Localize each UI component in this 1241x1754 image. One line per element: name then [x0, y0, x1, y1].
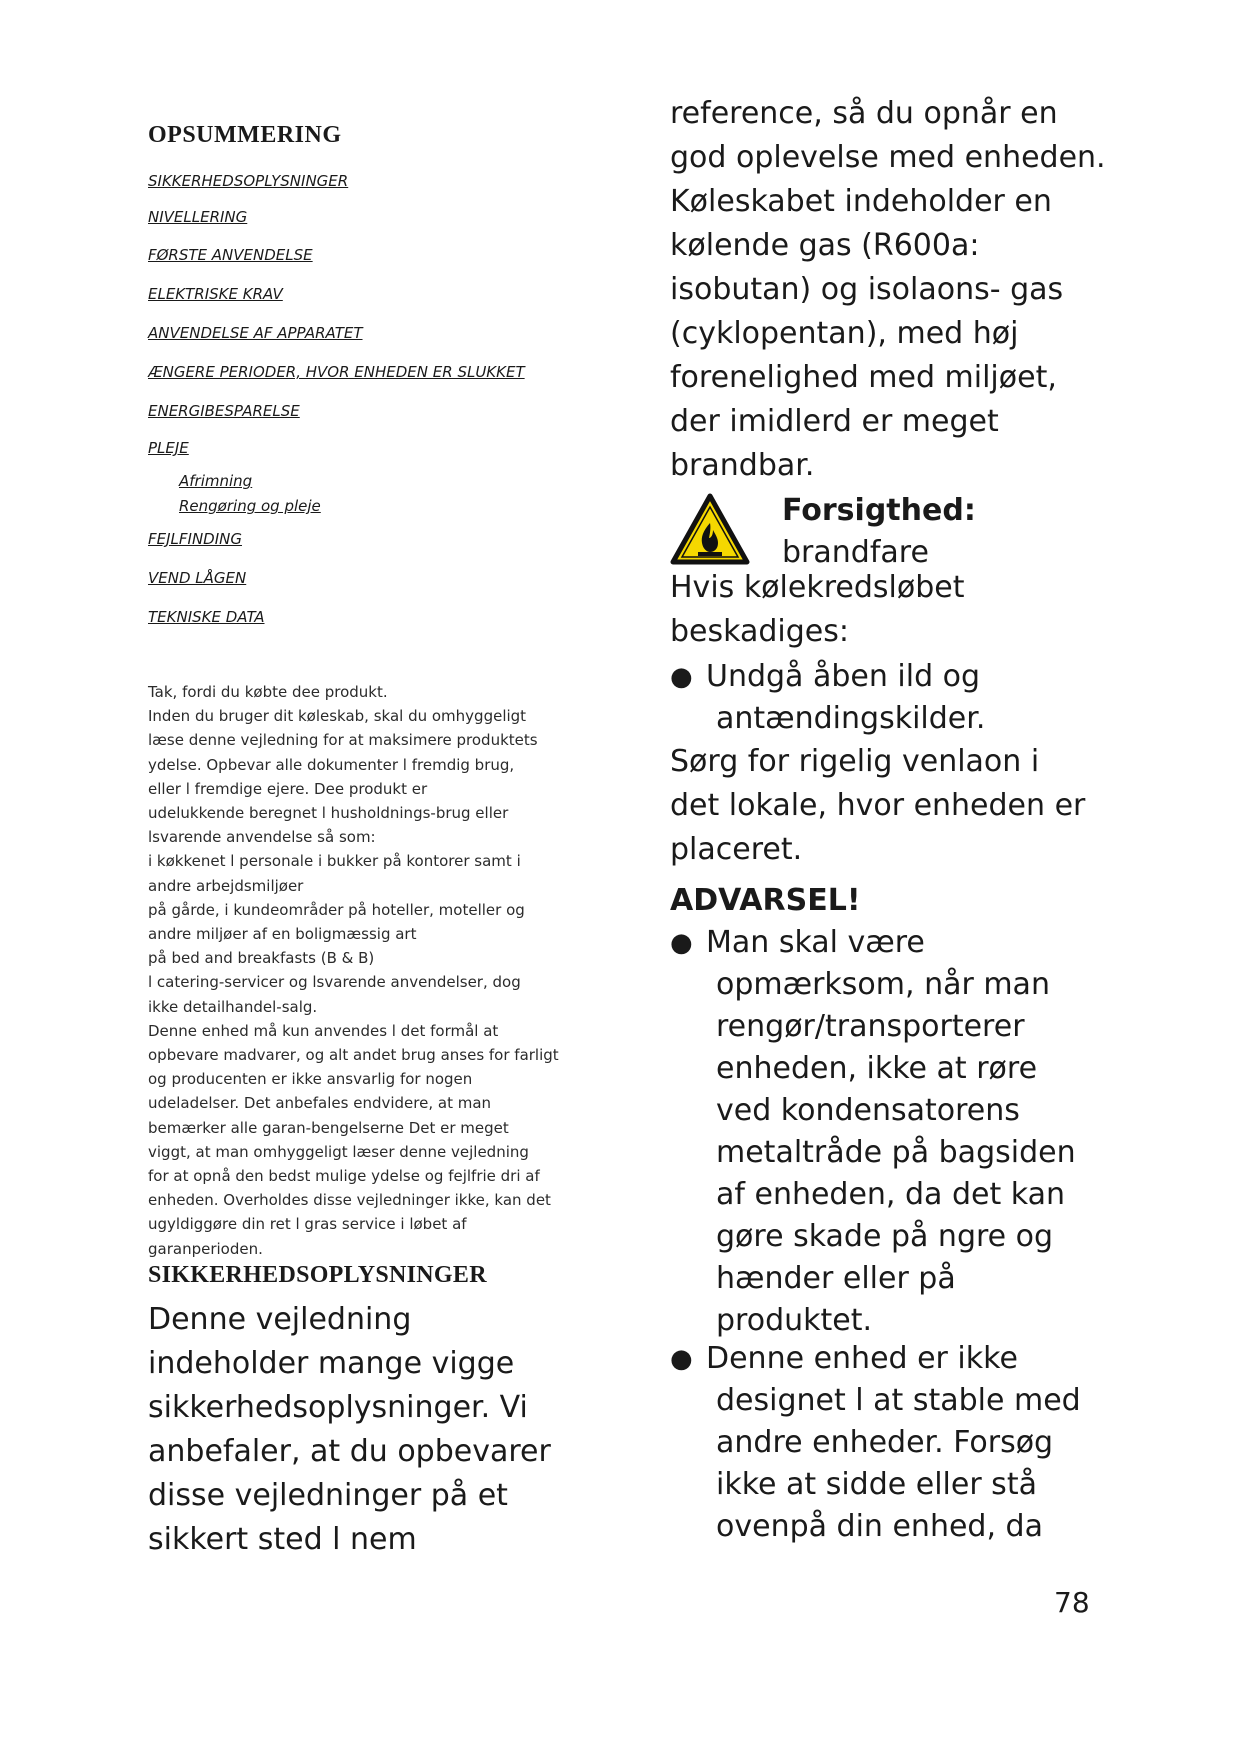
summary-title: OPSUMMERING	[148, 122, 342, 148]
bullet-line: produktet.	[716, 1303, 873, 1338]
bullet-line: rengør/transporterer	[716, 1009, 1025, 1044]
toc-link-anvendelse-af-apparatet[interactable]: ANVENDELSE AF APPARATET	[148, 324, 363, 342]
flammable-warning-icon	[670, 493, 750, 565]
bullet-line: andre enheder. Forsøg	[716, 1425, 1054, 1460]
safety-paragraph	[148, 1298, 608, 1562]
bullet-dot: ●	[670, 1344, 693, 1374]
paragraph-line: Hvis kølekredsløbet	[670, 570, 965, 605]
bullet-line: designet l at stable med	[716, 1383, 1081, 1418]
intro-line: ugyldiggøre din ret l gras service i løbet af	[148, 1215, 467, 1234]
safety-line: disse vejledninger på et	[148, 1478, 508, 1513]
toc-link-pleje[interactable]: PLEJE	[148, 439, 189, 457]
intro-line: l catering-servicer og lsvarende anvendelser, dog	[148, 973, 521, 992]
bullet-line: gøre skade på ngre og	[716, 1219, 1054, 1254]
warning-subheading: brandfare	[782, 535, 929, 570]
paragraph-line: placeret.	[670, 832, 803, 867]
intro-line: ikke detailhandel-salg.	[148, 997, 318, 1016]
toc-link-sikkerhedsoplysninger[interactable]: SIKKERHEDSOPLYSNINGER	[148, 172, 349, 190]
warning-heading: Forsigthed:	[782, 493, 976, 528]
intro-line: ydelse. Opbevar alle dokumenter l fremdig brug,	[148, 755, 515, 774]
toc-link-elektriske-krav[interactable]: ELEKTRISKE KRAV	[148, 285, 283, 303]
paragraph-line: reference, så du opnår en	[670, 96, 1058, 131]
paragraph-line: forenelighed med miljøet,	[670, 360, 1057, 395]
bullet-dot: ●	[670, 662, 693, 692]
intro-line: udeladelser. Det anbefales endvidere, at man	[148, 1094, 492, 1113]
intro-line: på gårde, i kundeområder på hoteller, moteller og	[148, 900, 525, 919]
intro-line: læse denne vejledning for at maksimere produktets	[148, 731, 538, 750]
toc-link-vend-lagen[interactable]: VEND LÅGEN	[148, 569, 247, 587]
intro-line: på bed and breakfasts (B & B)	[148, 949, 375, 968]
intro-line: Tak, fordi du købte dee produkt.	[148, 683, 388, 701]
intro-line: andre arbejdsmiljøer	[148, 876, 304, 895]
intro-line: bemærker alle garan-bengelserne Det er meget	[148, 1118, 509, 1137]
safety-line: anbefaler, at du opbevarer	[148, 1434, 551, 1469]
intro-line: Inden du bruger dit køleskab, skal du omhyggeligt	[148, 707, 527, 726]
safety-line: indeholder mange vigge	[148, 1346, 515, 1381]
safety-line: sikkerhedsoplysninger. Vi	[148, 1390, 528, 1425]
intro-line: opbevare madvarer, og alt andet brug anses for farligt	[148, 1046, 559, 1065]
bullet-line: ovenpå din enhed, da	[716, 1509, 1043, 1544]
intro-line: Denne enhed må kun anvendes l det formål at	[148, 1021, 499, 1040]
damage-paragraph	[670, 566, 1150, 654]
bullet-line: opmærksom, når man	[716, 967, 1050, 1002]
toc-link-tekniske-data[interactable]: TEKNISKE DATA	[148, 608, 265, 626]
bullet-line: ikke at sidde eller stå	[716, 1467, 1037, 1502]
toc-link-afrimning[interactable]: Afrimning	[179, 472, 253, 490]
intro-line: eller l fremdige ejere. Dee produkt er	[148, 779, 428, 798]
toc-link-laengere-perioder[interactable]: ÆNGERE PERIODER, HVOR ENHEDEN ER SLUKKET	[148, 363, 525, 381]
paragraph-line: isobutan) og isolaons- gas	[670, 272, 1064, 307]
bullet-line: antændingskilder.	[716, 701, 986, 736]
toc-link-forste-anvendelse[interactable]: FØRSTE ANVENDELSE	[148, 246, 313, 264]
bullet-dot: ●	[670, 928, 693, 958]
intro-line: enheden. Overholdes disse vejledninger ikke, kan det	[148, 1191, 551, 1210]
intro-line: udelukkende beregnet l husholdnings-brug eller	[148, 804, 509, 823]
toc-link-rengoring-og-pleje[interactable]: Rengøring og pleje	[179, 497, 321, 515]
paragraph-line: (cyklopentan), med høj	[670, 316, 1019, 351]
intro-line: andre miljøer af en boligmæssig art	[148, 925, 417, 944]
paragraph-line: kølende gas (R600a:	[670, 228, 980, 263]
bullet-line: ved kondensatorens	[716, 1093, 1020, 1128]
paragraph-line: beskadiges:	[670, 614, 849, 649]
paragraph-line: Sørg for rigelig venlaon i	[670, 744, 1040, 779]
ventilation-paragraph	[670, 740, 1150, 872]
warning-title: ADVARSEL!	[670, 883, 861, 918]
bullet-line: Man skal være	[706, 925, 925, 960]
safety-line: sikkert sted l nem	[148, 1522, 417, 1557]
bullet-line: hænder eller på	[716, 1261, 956, 1296]
paragraph-line: god oplevelse med enheden.	[670, 140, 1106, 175]
intro-paragraph	[148, 680, 588, 1261]
intro-line: og producenten er ikke ansvarlig for nogen	[148, 1070, 473, 1089]
toc-link-nivellering[interactable]: NIVELLERING	[148, 208, 248, 226]
bullet-line: enheden, ikke at røre	[716, 1051, 1038, 1086]
bullet-line: Denne enhed er ikke	[706, 1341, 1018, 1376]
refrigerant-paragraph	[670, 92, 1150, 488]
toc-link-energibesparelse[interactable]: ENERGIBESPARELSE	[148, 402, 300, 420]
intro-line: garanperioden.	[148, 1239, 263, 1258]
toc-link-fejlfinding[interactable]: FEJLFINDING	[148, 530, 242, 548]
bullet-line: af enheden, da det kan	[716, 1177, 1066, 1212]
paragraph-line: brandbar.	[670, 448, 815, 483]
paragraph-line: Køleskabet indeholder en	[670, 184, 1052, 219]
intro-line: lsvarende anvendelse så som:	[148, 828, 376, 847]
paragraph-line: det lokale, hvor enheden er	[670, 788, 1086, 823]
intro-line: viggt, at man omhyggeligt læser denne vejledning	[148, 1142, 529, 1161]
intro-line: i køkkenet l personale i bukker på kontorer samt i	[148, 852, 521, 871]
safety-line: Denne vejledning	[148, 1302, 412, 1337]
intro-line: for at opnå den bedst mulige ydelse og fejlfrie dri af	[148, 1167, 540, 1186]
safety-section-title: SIKKERHEDSOPLYSNINGER	[148, 1262, 487, 1288]
bullet-line: Undgå åben ild og	[706, 659, 981, 694]
page-number: 78	[1054, 1586, 1090, 1619]
paragraph-line: der imidlerd er meget	[670, 404, 999, 439]
bullet-line: metaltråde på bagsiden	[716, 1135, 1076, 1170]
